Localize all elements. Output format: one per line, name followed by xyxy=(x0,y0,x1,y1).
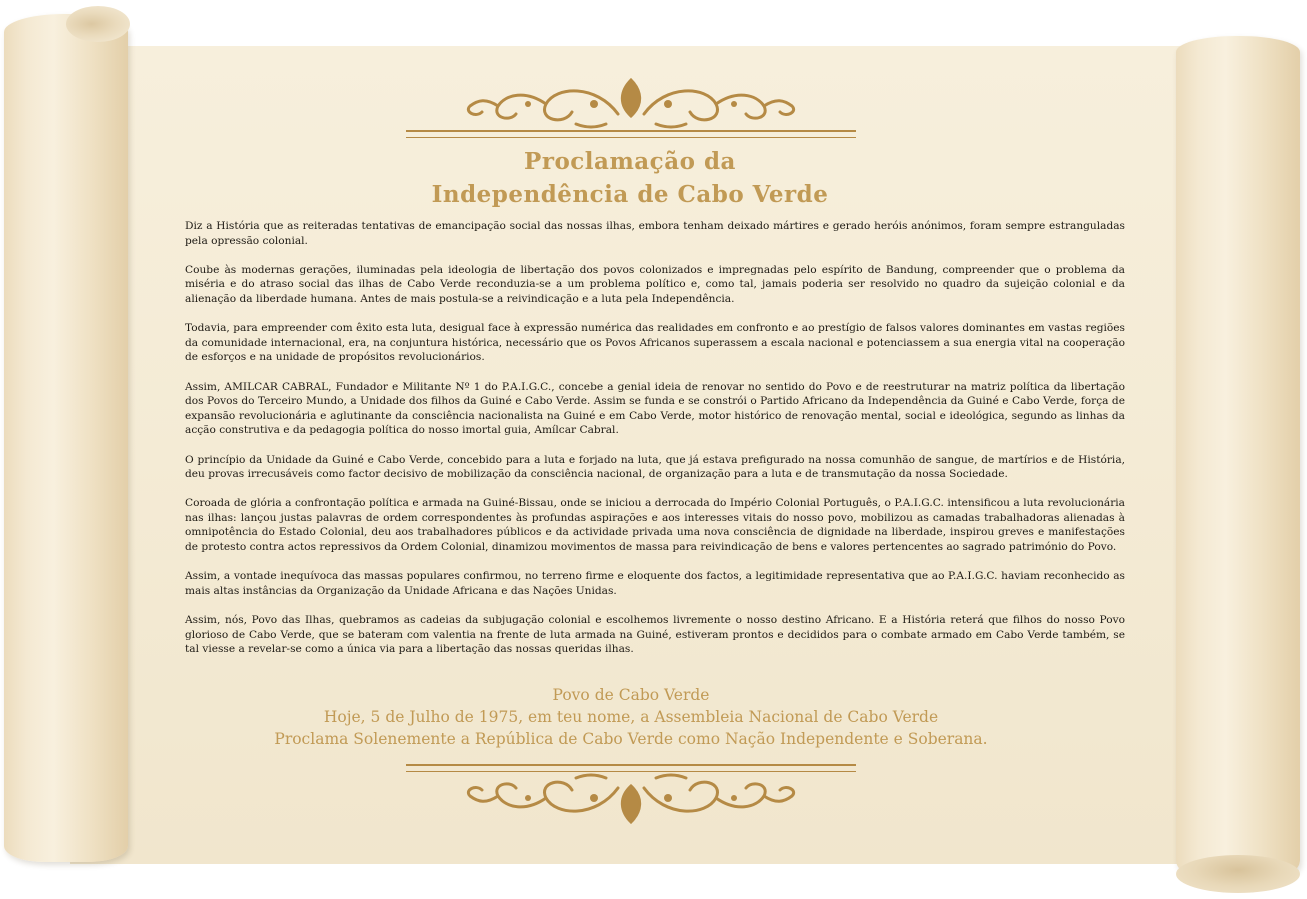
paragraph: Coube às modernas gerações, iluminadas pela ideologia de libertação dos povos colonizados e impregnadas pelo espírito de Bandung, compreender que o problema da miséria e do atraso social das ilhas de Cabo Verde reconduzia-se a um problema político e, como tal, jamais poderia ser resolvido no quadro da sujeição colonial e da alienação da liberdade humana. Antes de mais postula-se a reivindicação e a luta pela Independência. xyxy=(185,263,1125,305)
right-scroll-roll xyxy=(1176,36,1300,882)
flourish-ornament-icon xyxy=(406,764,856,824)
paragraph: O princípio da Unidade da Guiné e Cabo Verde, concebido para a luta e forjado na luta, que já estava prefigurado na nossa comunhão de sangue, de martírios e de História, deu provas irrecusáveis como factor decisivo de mobilização da consciência nacional, de organização para a luta e de transmutação da nossa Sociedade. xyxy=(185,453,1125,481)
flourish-ornament-icon xyxy=(406,74,856,134)
left-scroll-roll xyxy=(4,14,128,862)
document-body xyxy=(185,219,1125,671)
top-divider xyxy=(406,130,856,138)
closing-line-2: Hoje, 5 de Julho de 1975, em teu nome, a Assembleia Nacional de Cabo Verde xyxy=(323,708,939,726)
title-line-2: Independência de Cabo Verde xyxy=(431,181,829,208)
paragraph: Assim, a vontade inequívoca das massas populares confirmou, no terreno firme e eloquente dos factos, a legitimidade representativa que ao P.A.I.G.C. haviam reconhecido as mais altas instâncias da Organização da Unidade Africana e das Nações Unidas. xyxy=(185,570,1125,597)
paragraph: Coroada de glória a confrontação política e armada na Guiné-Bissau, onde se iniciou a derrocada do Império Colonial Português, o P.A.I.G.C. intensificou a luta revolucionária nas ilhas: lançou justas palavras de ordem correspondentes às profundas aspirações e aos interesses vitais do nosso povo, mobilizou as camadas trabalhadoras alienadas à omnipotência do Estado Colonial, deu aos trabalhadores públicos e da actividade privada uma nova consciência de dignidade na liberdade, inspirou greves e manifestações de protesto contra actos repressivos da Ordem Colonial, dinamizou movimentos de massa para reivindicação de bens e valores pertencentes ao sagrado património do Povo. xyxy=(185,497,1125,554)
right-scroll-roll-end xyxy=(1176,855,1300,893)
proclamation-closing xyxy=(185,684,1077,750)
closing-line-1: Povo de Cabo Verde xyxy=(552,686,710,704)
paragraph: Diz a História que as reiteradas tentativas de emancipação social das nossas ilhas, embora tenham deixado mártires e gerado heróis anónimos, foram sempre estranguladas pela opressão colonial. xyxy=(185,220,1125,247)
closing-line-3: Proclama Solenemente a República de Cabo Verde como Nação Independente e Soberana. xyxy=(274,730,988,748)
left-scroll-roll-end xyxy=(66,6,130,42)
paragraph: Assim, AMILCAR CABRAL, Fundador e Militante Nº 1 do P.A.I.G.C., concebe a genial ideia de renovar no sentido do Povo e de reestruturar na matriz política da libertação dos Povos do Terceiro Mundo, a Unidade dos filhos da Guiné e Cabo Verde. Assim se funda e se constrói o Partido Africano da Independência da Guiné e Cabo Verde, força de expansão revolucionária e aglutinante da consciência nacionalista na Guiné e em Cabo Verde, motor histórico de renovação mental, social e ideológica, segundo as linhas da acção construtiva e da pedagogia política do nosso imortal guia, Amílcar Cabral. xyxy=(185,380,1125,437)
paragraph: Assim, nós, Povo das Ilhas, quebramos as cadeias da subjugação colonial e escolhemos livremente o nosso destino Africano. E a História reterá que filhos do nosso Povo glorioso de Cabo Verde, que se bateram com valentia na frente de luta armada na Guiné, estiveram prontos e decididos para o combate armado em Cabo Verde também, se tal viesse a revelar-se como a única via para a libertação das nossas queridas ilhas. xyxy=(185,614,1125,656)
document-title xyxy=(380,145,880,211)
title-line-1: Proclamação da xyxy=(524,148,736,175)
paragraph: Todavia, para empreender com êxito esta luta, desigual face à expressão numérica das realidades em confronto e ao prestígio de falsos valores dominantes em vastas regiões da comunidade internacional, era, na conjuntura histórica, necessário que os Povos Africanos superassem a escala nacional e potenciassem a sua energia vital na cooperação de esforços e na unidade de propósitos revolucionários. xyxy=(185,322,1125,364)
